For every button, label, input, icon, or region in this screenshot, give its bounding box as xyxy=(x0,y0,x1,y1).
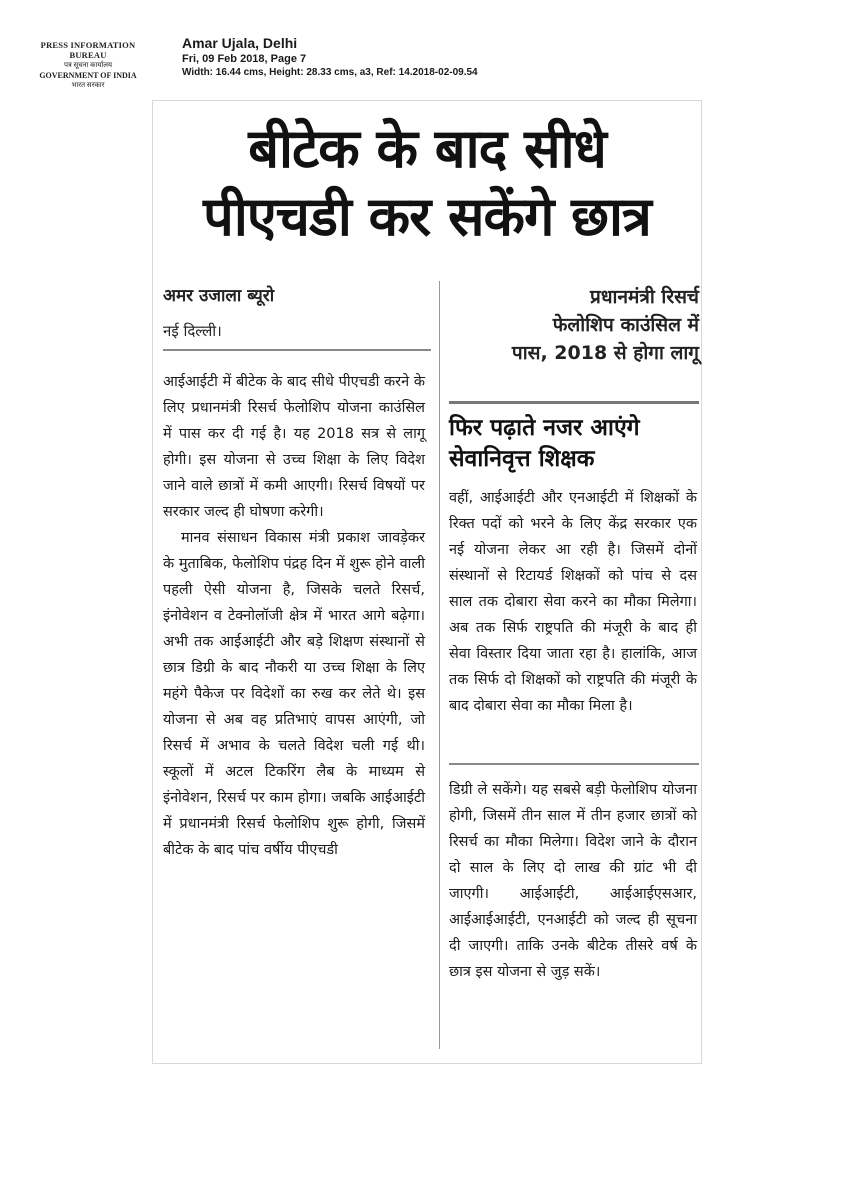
left-paragraph-2: मानव संसाधन विकास मंत्री प्रकाश जावड़ेकर के मुताबिक, फेलोशिप पंद्रह दिन में शुरू होने वाली पहली ऐसी योजना है, जिसके चलते रिसर्च, इंनोवेशन व टेक्नोलॉजी क्षेत्र में भारत आगे बढ़ेगा। अभी तक आईआईटी और बड़े शिक्षण संस्थानों से छात्र डिग्री के बाद नौकरी या उच्च शिक्षा के लिए महंगे पैकेज पर विदेशों का रुख कर लेते थे। इस योजना से अब वह प्रतिभाएं वापस आएंगी, जो रिसर्च में अभाव के चलते विदेश चली गई थी। स्कूलों में अटल टिकरिंग लैब के माध्यम से इंनोवेशन, रिसर्च पर काम होगा। जबकि आईआईटी में प्रधानमंत्री रिसर्च फेलोशिप शुरू होगी, जिसमें बीटेक के बाद पांच वर्षीय पीएचडी xyxy=(163,530,425,858)
box-headline-line-2: सेवानिवृत्त शिक्षक xyxy=(449,446,595,472)
article-subheadline xyxy=(449,283,699,367)
pib-name-english: PRESS INFORMATION BUREAU xyxy=(40,40,136,60)
pib-logo-block xyxy=(28,40,148,90)
subhead-line-1: प्रधानमंत्री रिसर्च xyxy=(590,286,699,308)
left-paragraph-1: आईआईटी में बीटेक के बाद सीधे पीएचडी करने के लिए प्रधानमंत्री रिसर्च फेलोशिप योजना काउंसिल में पास कर दी गई है। यह 2018 सत्र से लागू होगी। इस योजना से उच्च शिक्षा के लिए विदेश जाने वाले छात्रों में कमी आएगी। रिसर्च विषयों पर सरकार जल्द ही घोषणा करेगी। xyxy=(163,374,425,520)
clipping-dimensions: Width: 16.44 cms, Height: 28.33 cms, a3, Ref: 14.2018-02-09.54 xyxy=(182,67,478,78)
clipping-metadata xyxy=(182,35,478,80)
government-name-english: GOVERNMENT OF INDIA xyxy=(39,71,137,80)
subhead-divider xyxy=(449,401,699,404)
subhead-line-3: पास, 2018 से होगा लागू xyxy=(511,342,699,364)
newspaper-clipping xyxy=(152,100,702,1064)
left-column xyxy=(163,369,425,863)
publication-name: Amar Ujala, Delhi xyxy=(182,35,298,51)
article-headline xyxy=(153,115,701,251)
headline-line-2: पीएचडी कर सकेंगे छात्र xyxy=(203,185,651,248)
continuation-paragraph: डिग्री ले सकेंगे। यह सबसे बड़ी फेलोशिप योजना होगी, जिसमें तीन साल में तीन हजार छात्रों को रिसर्च का मौका मिलेगा। विदेश जाने के दौरान दो साल के लिए दो लाख की ग्रांट भी दी जाएगी। आईआईटी, आईआईएसआर, आईआईआईटी, एनआईटी को जल्द ही सूचना दी जाएगी। ताकि उनके बीटेक तीसरे वर्ष के छात्र इस योजना से जुड़ सकें। xyxy=(449,782,697,980)
column-divider xyxy=(439,281,440,1049)
box-headline-line-1: फिर पढ़ाते नजर आएंगे xyxy=(449,415,640,441)
box-story xyxy=(449,485,697,719)
publication-date: Fri, 09 Feb 2018, Page 7 xyxy=(182,53,307,65)
right-continuation-column xyxy=(449,777,697,985)
subhead-line-2: फेलोशिप काउंसिल में xyxy=(552,314,699,336)
box-headline xyxy=(449,413,699,475)
headline-line-1: बीटेक के बाद सीधे xyxy=(248,117,606,180)
article-byline: अमर उजाला ब्यूरो xyxy=(163,286,275,306)
government-name-hindi: भारत सरकार xyxy=(71,81,105,89)
pib-name-hindi: पत्र सूचना कार्यालय xyxy=(63,61,113,69)
box-story-paragraph: वहीं, आईआईटी और एनआईटी में शिक्षकों के रिक्त पदों को भरने के लिए केंद्र सरकार एक नई योजना लेकर आ रही है। जिसमें दोनों संस्थानों से रिटायर्ड शिक्षकों को पांच से दस साल तक दोबारा सेवा करने का मौका मिलेगा। अब तक सिर्फ राष्ट्रपति की मंजूरी के बाद ही सेवा विस्तार दिया जाता रहा है। हालांकि, आज तक सिर्फ दो शिक्षकों को राष्ट्रपति की मंजूरी के बाद दोबारा सेवा का मौका मिला है। xyxy=(449,490,697,714)
byline-divider xyxy=(163,349,431,351)
box-divider xyxy=(449,763,699,765)
article-dateline: नई दिल्ली। xyxy=(163,322,222,340)
